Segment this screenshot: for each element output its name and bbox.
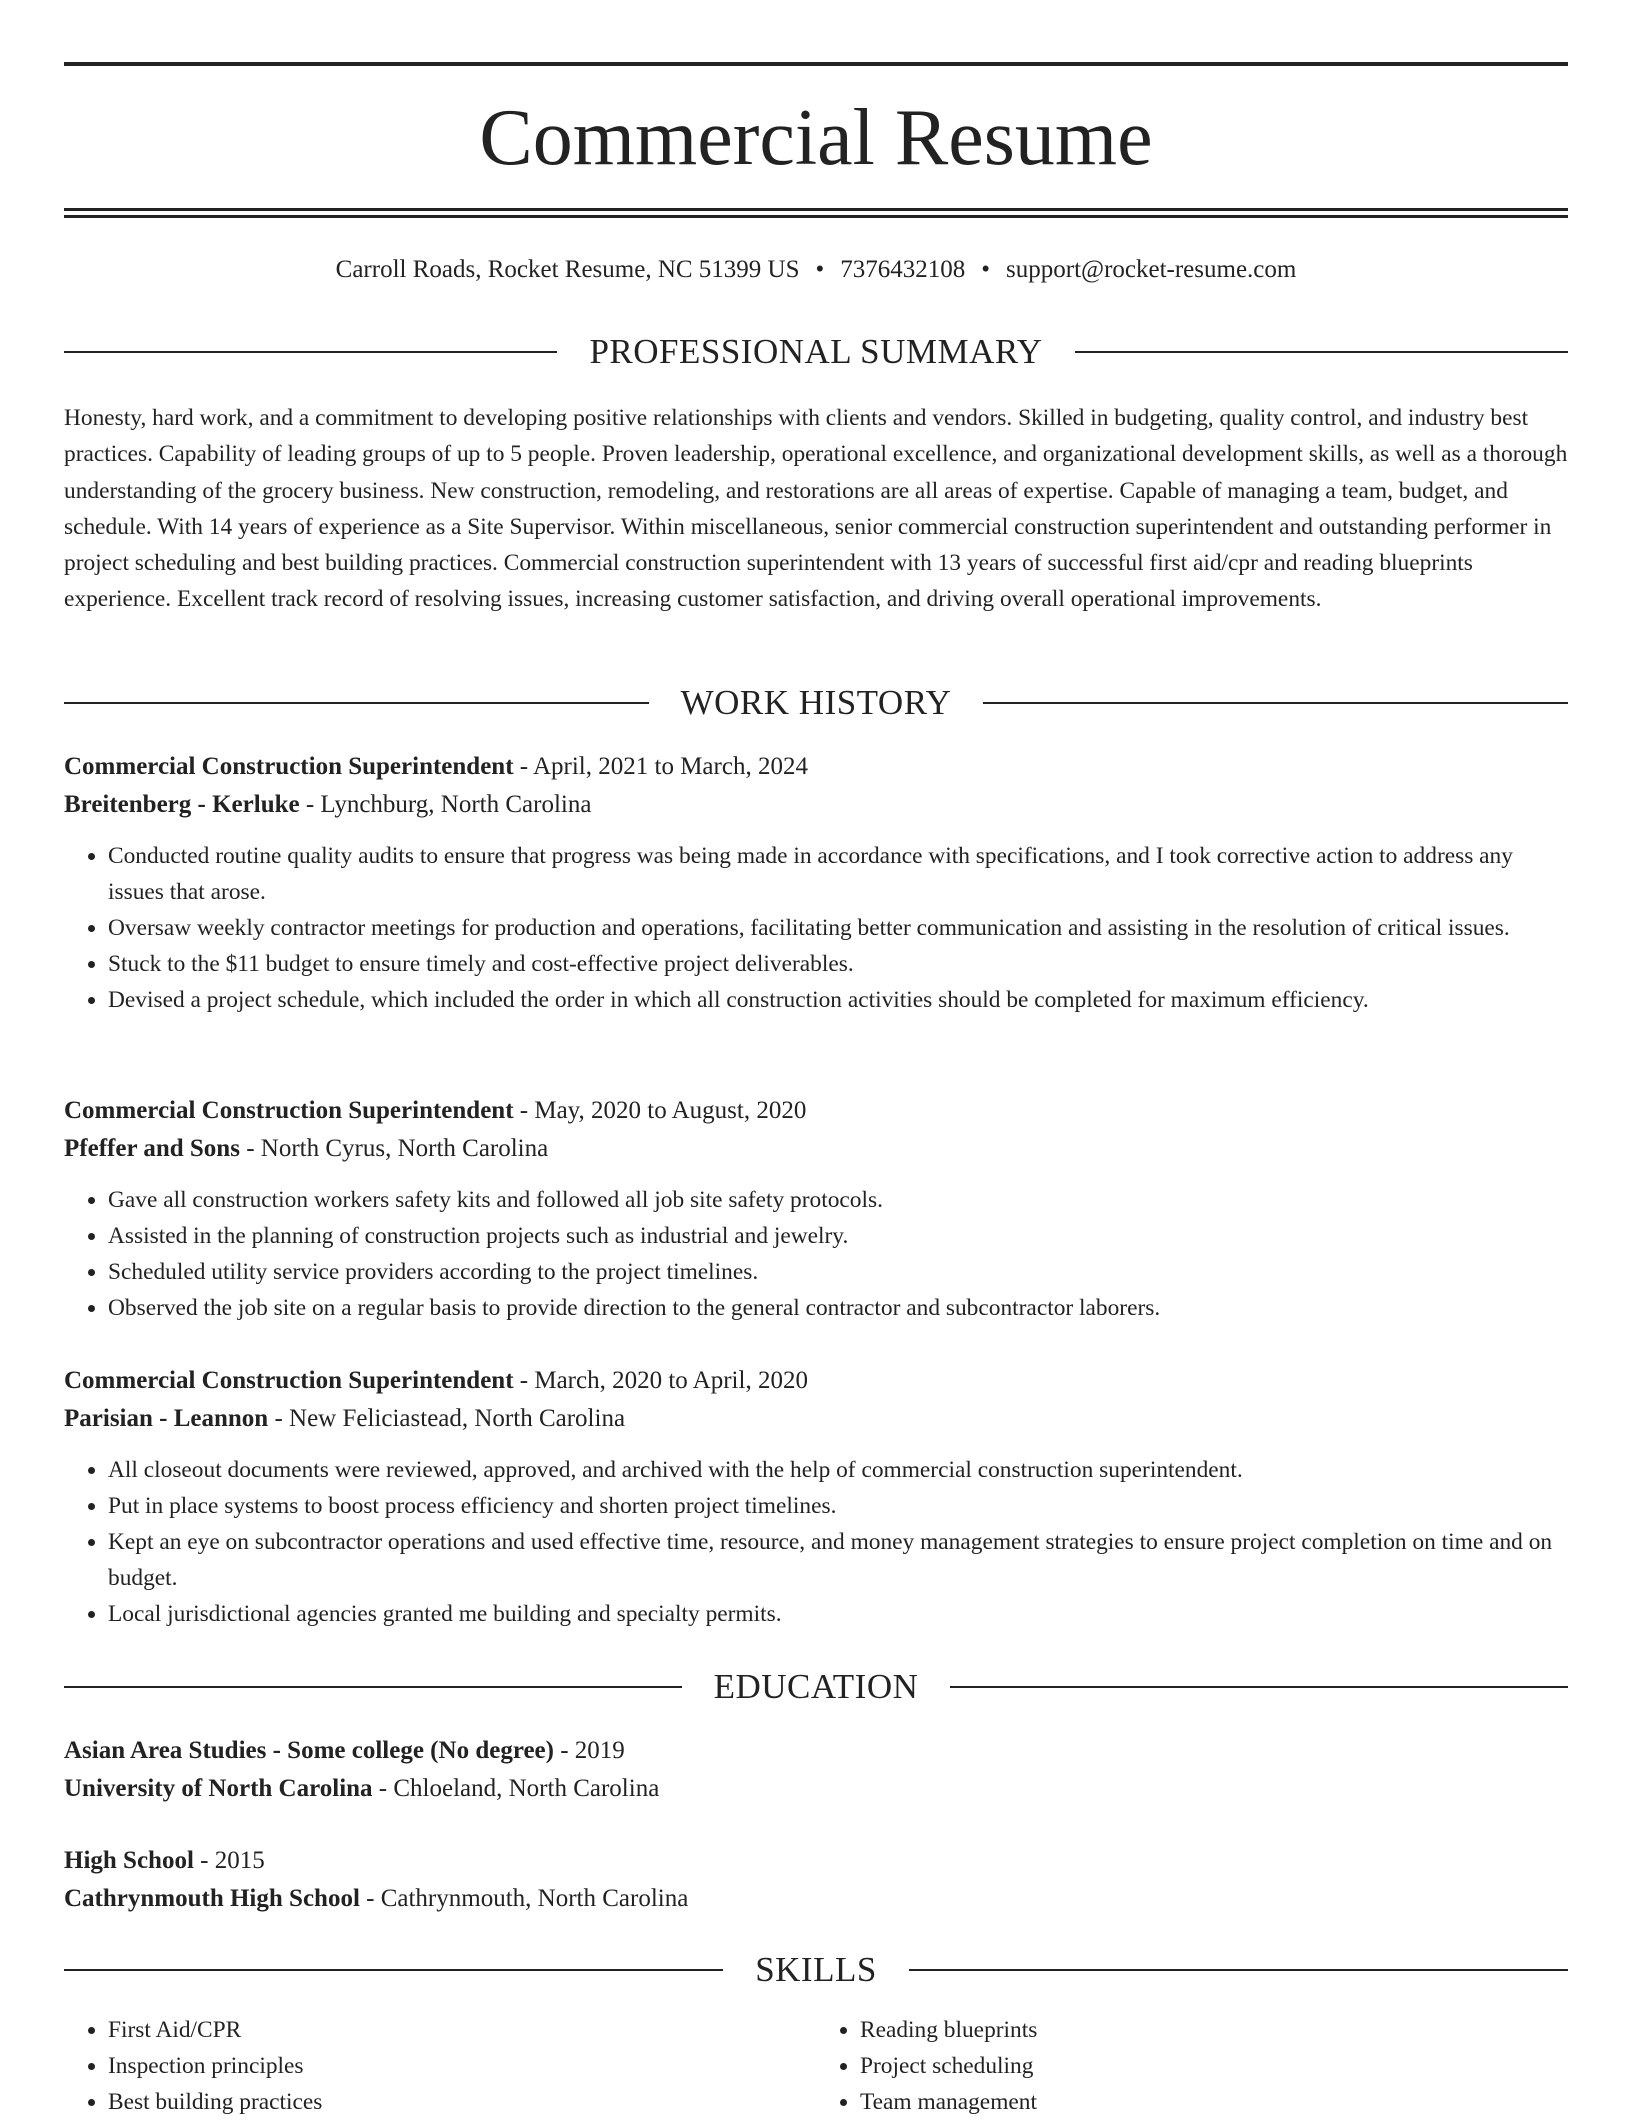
job-dates: - April, 2021 to March, 2024 [513,753,808,780]
contact-phone: 7376432108 [840,256,966,283]
job-bullets [64,1452,1568,1632]
education-degree-line [64,1842,1568,1880]
education-degree-line [64,1732,1568,1770]
job-location: - New Feliciastead, North Carolina [268,1405,626,1432]
education-heading [64,1665,1568,1709]
education-year: - 2019 [553,1737,625,1764]
job-bullets [64,1182,1568,1326]
title-double-rule [64,208,1568,218]
education-school-line [64,1770,1568,1808]
work-history-heading [64,681,1568,725]
skills-list [64,2012,1568,2120]
contact-separator: • [981,256,991,283]
list-item: • All closeout documents were reviewed, approved, and archived with the help of commercial construction superintendent. [108,1452,1568,1488]
job-company: Breitenberg - Kerluke [64,791,300,818]
job-entry [64,1092,1568,1326]
summary-heading-label: PROFESSIONAL SUMMARY [589,332,1043,371]
heading-rule-left [64,351,557,353]
list-item: • Stuck to the $11 budget to ensure timely and cost-effective project deliverables. [108,946,1568,982]
heading-rule-left [64,1686,682,1688]
job-dates: - March, 2020 to April, 2020 [513,1367,808,1394]
summary-text: Honesty, hard work, and a commitment to developing positive relationships with clients and vendors. Skilled in budgeting, quality control, and industry best practices. Capability of leading groups of up to 5 people. Proven leadership, operational excellence, and organizational development skills, as well as a thorough understanding of the grocery business. New construction, remodeling, and restorations are all areas of expertise. Capable of managing a team, budget, and schedule. With 14 years of experience as a Site Supervisor. Within miscellaneous, senior commercial construction superintendent and outstanding performer in project scheduling and best building practices. Commercial construction superintendent with 13 years of successful first aid/cpr and reading blueprints experience. Excellent track record of resolving issues, increasing customer satisfaction, and driving overall operational improvements. [64,405,1568,613]
list-item: • Gave all construction workers safety kits and followed all job site safety protocols. [108,1182,1568,1218]
job-entry [64,1362,1568,1632]
job-location: - Lynchburg, North Carolina [299,791,592,818]
job-bullets [64,838,1568,1018]
resume-title: Commercial Resume [479,94,1153,182]
work-history-heading-label: WORK HISTORY [680,683,952,722]
heading-rule-right [950,1686,1568,1688]
job-title: Commercial Construction Superintendent [64,1367,514,1394]
job-title-line [64,1092,1568,1130]
list-item: • Observed the job site on a regular basis to provide direction to the general contractor and subcontractor laborers. [108,1290,1568,1326]
contact-separator: • [815,256,825,283]
job-title: Commercial Construction Superintendent [64,753,514,780]
job-company-line [64,786,1568,824]
job-dates: - May, 2020 to August, 2020 [513,1097,807,1124]
list-item: • Conducted routine quality audits to ensure that progress was being made in accordance with specifications, and I took corrective action to address any issues that arose. [108,838,1568,910]
job-entry [64,748,1568,1018]
list-item: • Scheduled utility service providers according to the project timelines. [108,1254,1568,1290]
education-location: - Chloeland, North Carolina [372,1775,660,1802]
job-company: Pfeffer and Sons [64,1135,240,1162]
list-item: • Put in place systems to boost process efficiency and shorten project timelines. [108,1488,1568,1524]
contact-line [64,252,1568,288]
list-item: • First Aid/CPR [108,2012,816,2048]
heading-rule-left [64,702,649,704]
contact-address: Carroll Roads, Rocket Resume, NC 51399 US [335,256,800,283]
education-school: University of North Carolina [64,1775,373,1802]
heading-rule-right [909,1969,1568,1971]
skills-column-right [816,2012,1568,2120]
list-item: • Project scheduling [860,2048,1568,2084]
education-school-line [64,1880,1568,1918]
education-location: - Cathrynmouth, North Carolina [359,1885,689,1912]
education-degree: Asian Area Studies - Some college (No degree) [64,1737,554,1764]
skills-heading-label: SKILLS [755,1950,877,1989]
list-item: • Team management [860,2084,1568,2120]
job-location: - North Cyrus, North Carolina [239,1135,549,1162]
list-item: • Reading blueprints [860,2012,1568,2048]
heading-rule-right [983,702,1568,704]
list-item: • Oversaw weekly contractor meetings for production and operations, facilitating better communication and assisting in the resolution of critical issues. [108,910,1568,946]
list-item: • Inspection principles [108,2048,816,2084]
job-company-line [64,1130,1568,1168]
education-school: Cathrynmouth High School [64,1885,360,1912]
job-company-line [64,1400,1568,1438]
list-item: • Devised a project schedule, which included the order in which all construction activities should be completed for maximum efficiency. [108,982,1568,1018]
heading-rule-left [64,1969,723,1971]
education-degree: High School [64,1847,194,1874]
job-title-line [64,1362,1568,1400]
education-entry [64,1842,1568,1918]
list-item: • Kept an eye on subcontractor operations and used effective time, resource, and money management strategies to ensure project completion on time and on budget. [108,1524,1568,1596]
education-heading-label: EDUCATION [713,1667,919,1706]
list-item: • Local jurisdictional agencies granted me building and specialty permits. [108,1596,1568,1632]
education-entry [64,1732,1568,1808]
list-item: • Assisted in the planning of construction projects such as industrial and jewelry. [108,1218,1568,1254]
summary-heading [64,330,1568,374]
job-title-line [64,748,1568,786]
heading-rule-right [1075,351,1568,353]
skills-heading [64,1948,1568,1992]
top-rule [64,62,1568,66]
contact-email: support@rocket-resume.com [1006,256,1297,283]
job-company: Parisian - Leannon [64,1405,269,1432]
job-title: Commercial Construction Superintendent [64,1097,514,1124]
list-item: • Best building practices [108,2084,816,2120]
education-year: - 2015 [193,1847,265,1874]
skills-column-left [64,2012,816,2120]
